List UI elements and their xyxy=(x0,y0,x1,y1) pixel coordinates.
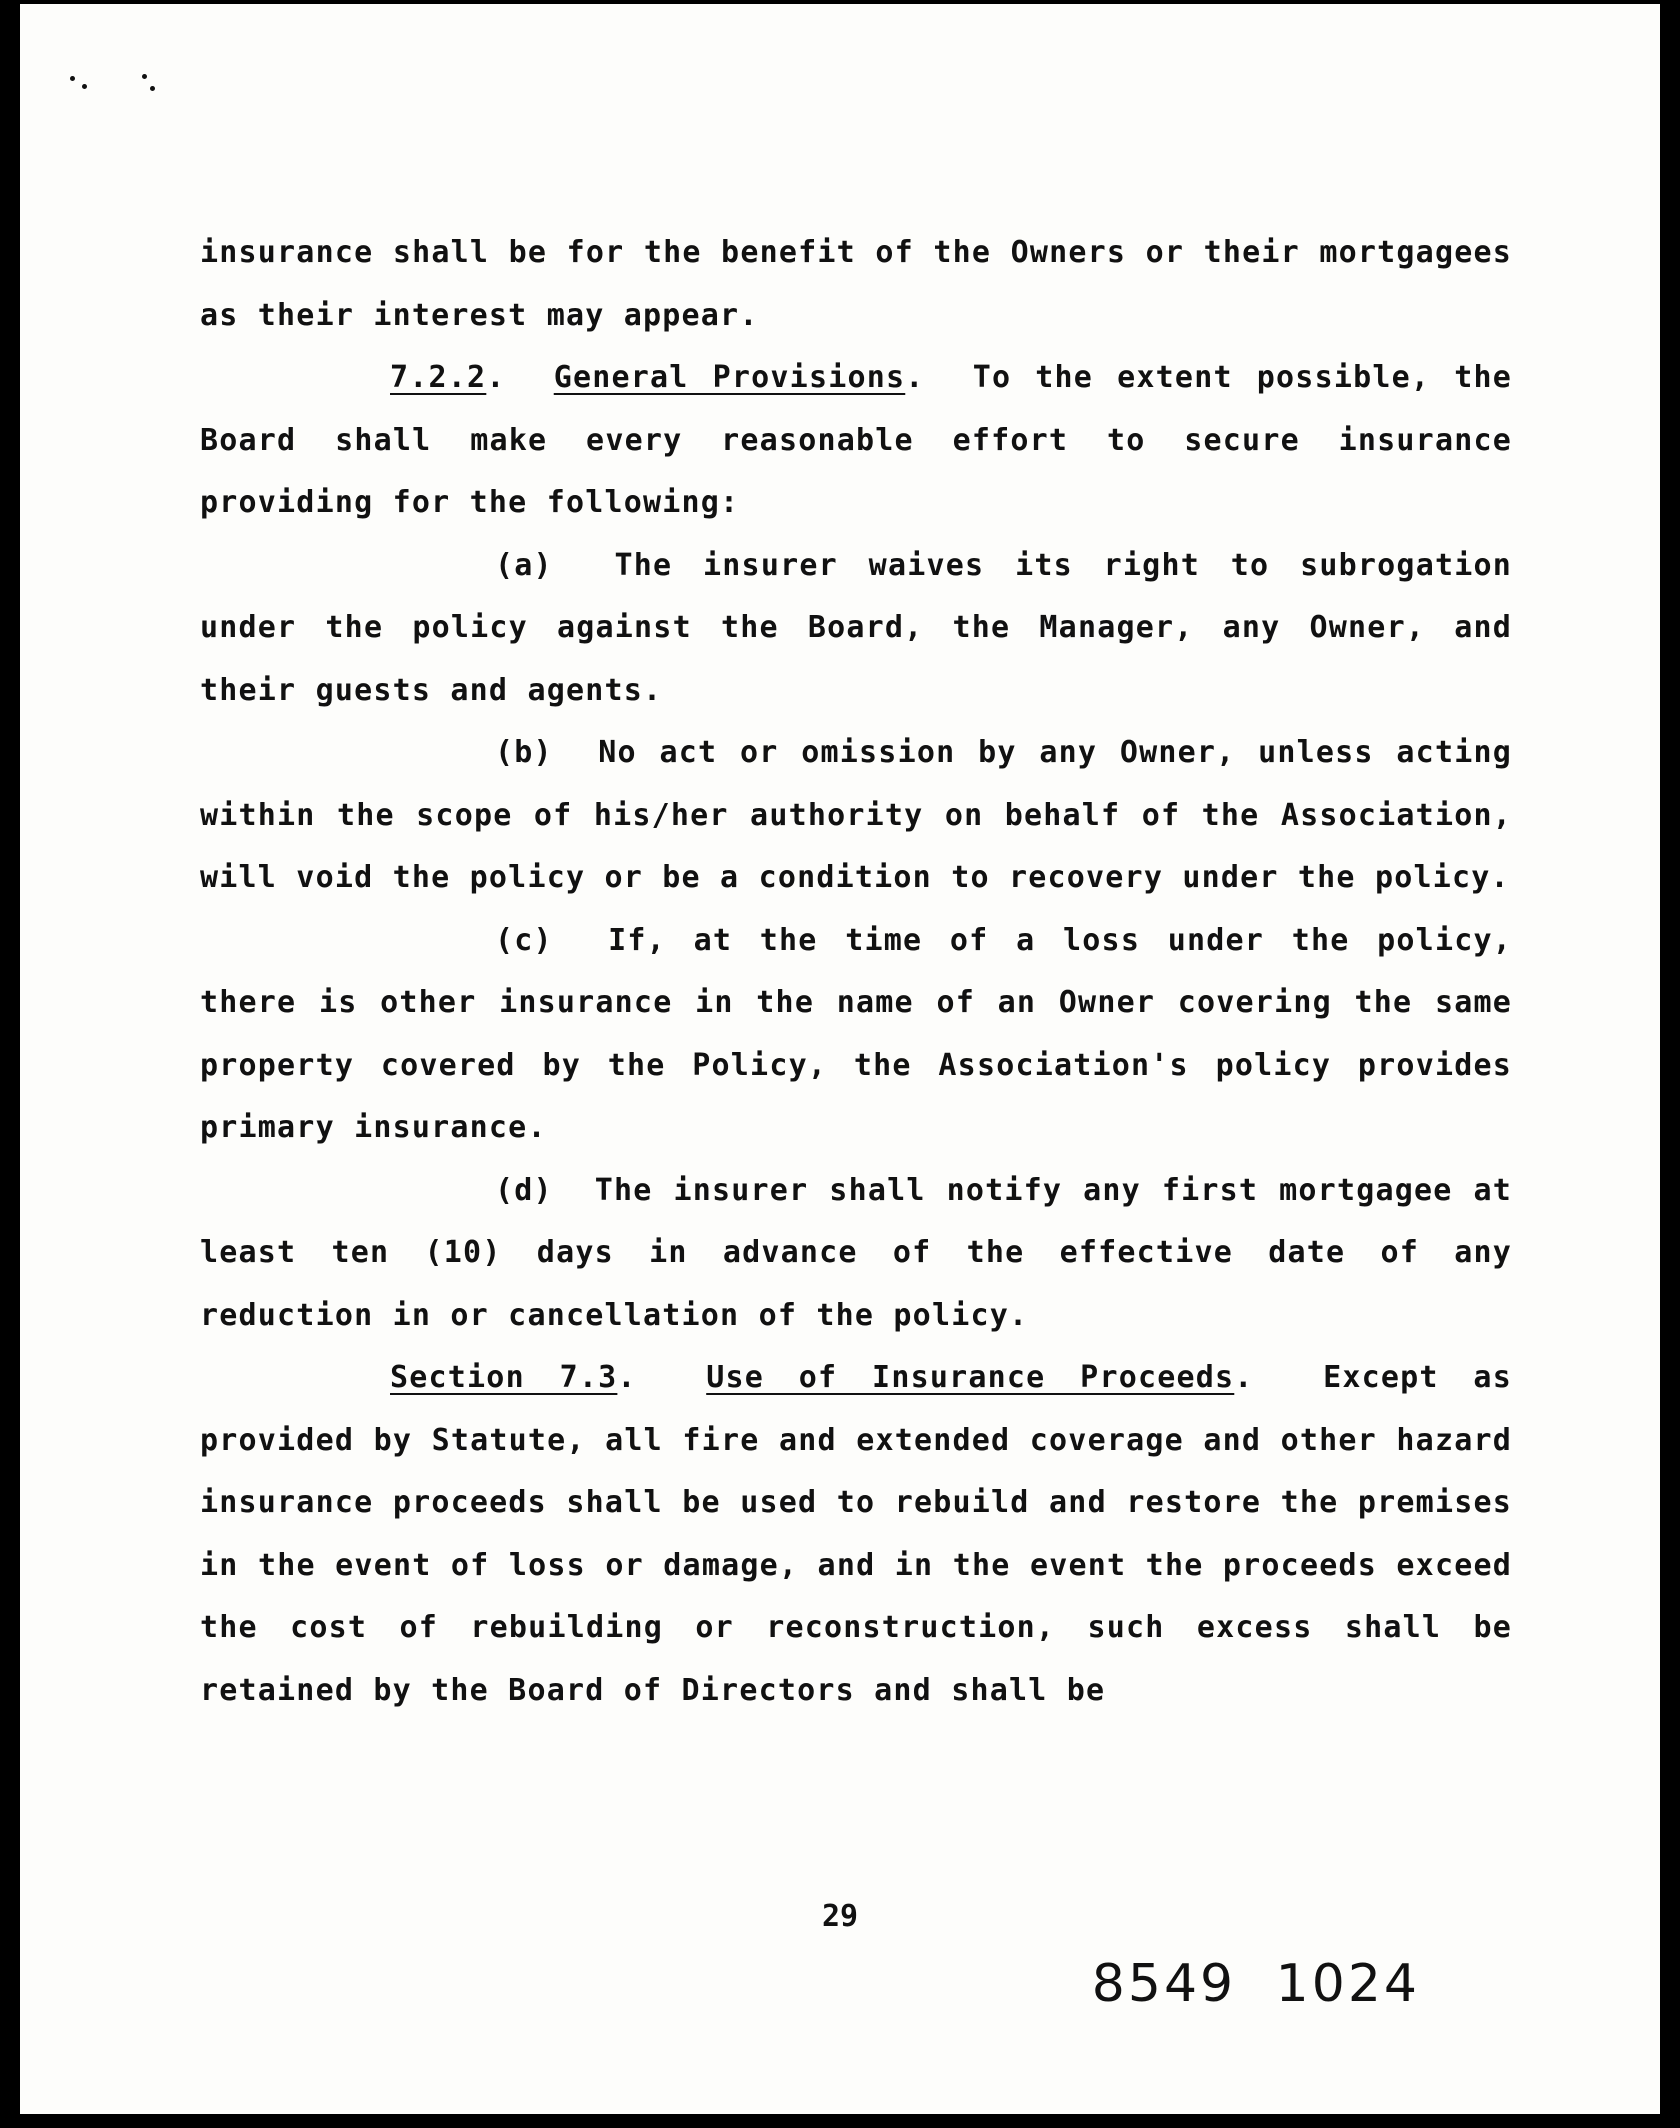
scan-speck xyxy=(150,86,155,91)
document-page xyxy=(20,4,1660,2114)
item-label: (a) xyxy=(495,547,553,583)
list-item xyxy=(200,1160,1512,1348)
continuation-text: insurance shall be for the benefit of the Owners or their mortgagees as their interest may appear. xyxy=(200,235,1512,333)
item-text: If, at the time of a loss under the policy, there is other insurance in the name of an Owner covering the same property covered by the Policy, the Association's policy provides primary insurance. xyxy=(200,922,1512,1145)
document-body xyxy=(200,222,1512,1722)
continuation-paragraph xyxy=(200,222,1512,347)
item-label: (d) xyxy=(495,1172,553,1208)
list-item xyxy=(200,535,1512,723)
scan-speck xyxy=(70,76,75,81)
item-label: (b) xyxy=(495,735,553,770)
scan-speck xyxy=(82,84,87,89)
item-text: No act or omission by any Owner, unless acting within the scope of his/her authority on behalf of the Association, will void the policy or be a condition to recovery under the policy. xyxy=(200,735,1512,895)
list-item xyxy=(200,722,1512,910)
item-text: The insurer waives its right to subrogation under the policy against the Board, the Manager, any Owner, and their guests and agents. xyxy=(200,547,1512,708)
subsection-intro: To the extent possible, the Board shall make every reasonable effort to secure insurance providing for the following: xyxy=(200,360,1512,520)
section-text: Except as provided by Statute, all fire and extended coverage and other hazard insurance proceeds shall be used to rebuild and restore the premises in the event of loss or damage, and in the event the proceeds exceed the cost of rebuilding or reconstruction, such excess shall be retained by the Board of Directors and shall be xyxy=(200,1360,1512,1708)
item-text: The insurer shall notify any first mortgagee at least ten (10) days in advance of the effective date of any reduction in or cancellation of the policy. xyxy=(200,1172,1512,1333)
section-paragraph: Section 7.3. Use of Insurance Proceeds. Except as provided by Statute, all fire and extended coverage and other hazard insurance proceeds shall be used to rebuild and restore the premises in the event of loss or damage, and in the event the proceeds exceed the cost of rebuilding or reconstruction, such excess shall be retained by the Board of Directors and shall be xyxy=(200,1360,1512,1708)
item-label: (c) xyxy=(495,922,553,958)
subsection-title: General Provisions xyxy=(553,360,906,395)
recording-number: 8549 1024 xyxy=(1091,1954,1420,2014)
subsection-paragraph: 7.2.2. General Provisions. To the extent possible, the Board shall make every reasonable effort to secure insurance providing for the following: xyxy=(200,360,1512,520)
list-item xyxy=(200,910,1512,1160)
page-number: 29 xyxy=(821,1899,859,1934)
section-label: Section 7.3 xyxy=(390,1360,618,1395)
scan-speck xyxy=(142,74,147,79)
subsection-number: 7.2.2 xyxy=(390,360,487,395)
section-title: Use of Insurance Proceeds xyxy=(706,1360,1235,1395)
